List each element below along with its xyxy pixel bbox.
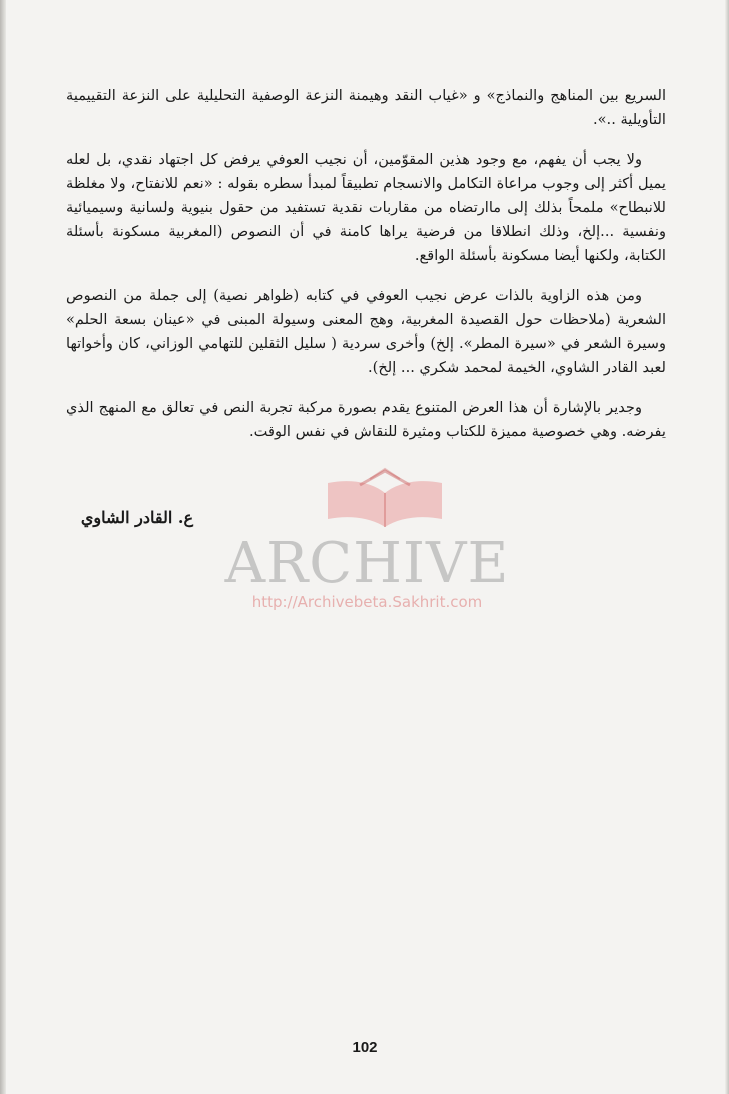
page-left-edge [0, 0, 6, 1094]
page-right-edge [725, 0, 729, 1094]
page-number: 102 [352, 1039, 378, 1056]
paragraph-4: وجدير بالإشارة أن هذا العرض المتنوع يقدم بصورة مركبة تجربة النص في تعالق مع المنهج الذي يفرضه. وهي خصوصية مميزة للكتاب ومثيرة للنقاش في نفس الوقت. [66, 399, 666, 440]
author-signature: ع. القادر الشاوي [80, 508, 193, 527]
book-logo-icon [310, 465, 460, 535]
paragraph-1: السريع بين المناهج والنماذج» و «غياب النقد وهيمنة النزعة الوصفية التحليلية على النزعة التقييمية التأويلية ..». [66, 87, 666, 128]
paragraph-3: ومن هذه الزاوية بالذات عرض نجيب العوفي في كتابه (ظواهر نصية) إلى جملة من النصوص الشعرية (ملاحظات حول القصيدة المغربية، وهج المعنى وسيولة المبنى في «عينان بسعة الحلم» وسيرة الشعر في «سيرة المطر». إلخ) وأخرى سردية ( سليل الثقلين للتهامي الوزاني، كان وأخواتها لعبد القادر الشاوي، الخيمة لمحمد شكري ... إلخ). [66, 287, 666, 376]
body-text [66, 84, 666, 460]
paragraph-2: ولا يجب أن يفهم، مع وجود هذين المقوّمين، أن نجيب العوفي يرفض كل اجتهاد نقدي، بل لعله يميل أكثر إلى وجوب مراعاة التكامل والانسجام تطبيقاً لمبدأ سطره بقوله : «نعم للانفتاح، ولا مغلظة للانبطاح» ملمحاً بذلك إلى ماارتضاه من مقاربات نقدية تستفيد من حقول بنيوية ولسانية وسيميائية ونفسية ...إلخ، وذلك انطلاقا من فرضية يراها كامنة في أن النصوص (المغربية مسكونة بأسئلة الكتابة، ولكنها أيضا مسكونة بأسئلة الواقع. [66, 151, 666, 264]
watermark-url: http://Archivebeta.Sakhrit.com [251, 593, 483, 611]
watermark-title: ARCHIVE [224, 531, 510, 596]
archive-watermark [200, 465, 530, 625]
